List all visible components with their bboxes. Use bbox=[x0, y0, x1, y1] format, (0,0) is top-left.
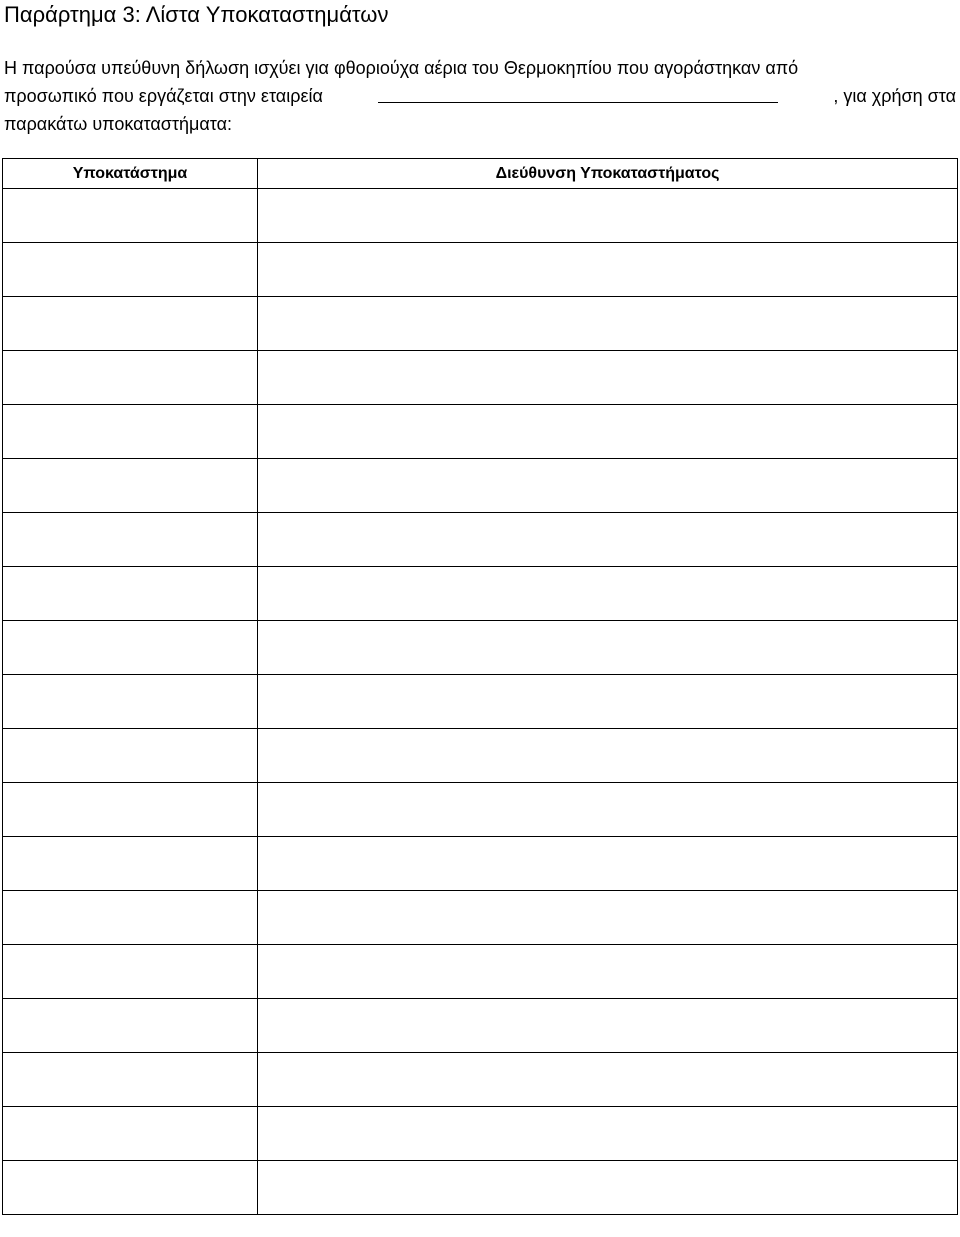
column-header-branch: Υποκατάστημα bbox=[3, 159, 258, 189]
intro-paragraph bbox=[4, 54, 956, 138]
branch-cell[interactable] bbox=[3, 1107, 258, 1161]
branch-cell[interactable] bbox=[3, 243, 258, 297]
table-row bbox=[3, 837, 958, 891]
branch-address-cell[interactable] bbox=[258, 999, 958, 1053]
table-row bbox=[3, 675, 958, 729]
branch-cell[interactable] bbox=[3, 1161, 258, 1215]
column-header-branch-address: Διεύθυνση Υποκαταστήματος bbox=[258, 159, 958, 189]
branch-cell[interactable] bbox=[3, 459, 258, 513]
table-row bbox=[3, 459, 958, 513]
table-row bbox=[3, 297, 958, 351]
branch-cell[interactable] bbox=[3, 351, 258, 405]
branch-cell[interactable] bbox=[3, 189, 258, 243]
table-row bbox=[3, 999, 958, 1053]
table-row bbox=[3, 945, 958, 999]
branch-cell[interactable] bbox=[3, 999, 258, 1053]
branch-address-cell[interactable] bbox=[258, 945, 958, 999]
table-header-row bbox=[3, 159, 958, 189]
branch-address-cell[interactable] bbox=[258, 243, 958, 297]
branch-address-cell[interactable] bbox=[258, 1053, 958, 1107]
intro-line-3: παρακάτω υποκαταστήματα: bbox=[4, 114, 233, 134]
branch-address-cell[interactable] bbox=[258, 567, 958, 621]
table-row bbox=[3, 1107, 958, 1161]
branch-cell[interactable] bbox=[3, 837, 258, 891]
branch-address-cell[interactable] bbox=[258, 891, 958, 945]
table-body bbox=[3, 189, 958, 1215]
branch-address-cell[interactable] bbox=[258, 729, 958, 783]
table-row bbox=[3, 1161, 958, 1215]
table-row bbox=[3, 405, 958, 459]
branch-address-cell[interactable] bbox=[258, 783, 958, 837]
branch-cell[interactable] bbox=[3, 675, 258, 729]
table-row bbox=[3, 729, 958, 783]
branch-address-cell[interactable] bbox=[258, 1161, 958, 1215]
table-row bbox=[3, 189, 958, 243]
intro-line-2 bbox=[4, 82, 956, 110]
company-name-blank[interactable] bbox=[378, 82, 778, 103]
branch-address-cell[interactable] bbox=[258, 351, 958, 405]
branch-cell[interactable] bbox=[3, 621, 258, 675]
table-row bbox=[3, 567, 958, 621]
intro-line-2-start: προσωπικό που εργάζεται στην εταιρεία bbox=[4, 86, 323, 106]
intro-line-2-end: , για χρήση στα bbox=[833, 86, 956, 106]
branch-address-cell[interactable] bbox=[258, 837, 958, 891]
branch-address-cell[interactable] bbox=[258, 405, 958, 459]
table-row bbox=[3, 1053, 958, 1107]
table-row bbox=[3, 513, 958, 567]
branch-cell[interactable] bbox=[3, 783, 258, 837]
branch-address-cell[interactable] bbox=[258, 1107, 958, 1161]
intro-line-1: Η παρούσα υπεύθυνη δήλωση ισχύει για φθοριούχα αέρια του Θερμοκηπίου που αγοράστηκαν από bbox=[4, 58, 799, 78]
branch-address-cell[interactable] bbox=[258, 513, 958, 567]
branch-address-cell[interactable] bbox=[258, 189, 958, 243]
branch-address-cell[interactable] bbox=[258, 621, 958, 675]
branch-address-cell[interactable] bbox=[258, 297, 958, 351]
branch-cell[interactable] bbox=[3, 297, 258, 351]
branch-cell[interactable] bbox=[3, 945, 258, 999]
table-row bbox=[3, 783, 958, 837]
branch-cell[interactable] bbox=[3, 405, 258, 459]
branch-cell[interactable] bbox=[3, 567, 258, 621]
branches-table bbox=[2, 158, 958, 1215]
page-title: Παράρτημα 3: Λίστα Υποκαταστημάτων bbox=[4, 2, 389, 27]
table-row bbox=[3, 243, 958, 297]
table-row bbox=[3, 621, 958, 675]
branch-address-cell[interactable] bbox=[258, 459, 958, 513]
table-row bbox=[3, 351, 958, 405]
branch-address-cell[interactable] bbox=[258, 675, 958, 729]
branch-cell[interactable] bbox=[3, 1053, 258, 1107]
branch-cell[interactable] bbox=[3, 729, 258, 783]
branch-cell[interactable] bbox=[3, 891, 258, 945]
table-row bbox=[3, 891, 958, 945]
branch-cell[interactable] bbox=[3, 513, 258, 567]
